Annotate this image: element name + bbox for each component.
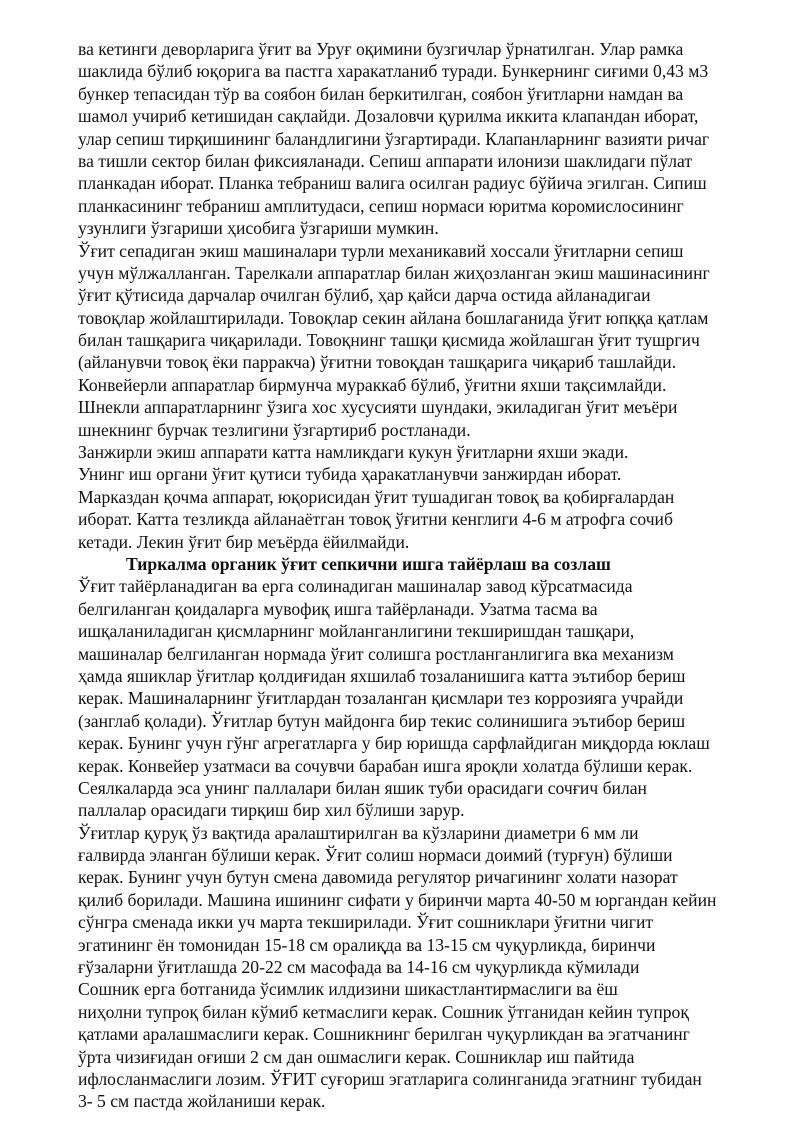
text-line: эгатининг ён томонидан 15-18 см оралиқда ва 13-15 см чуқурликда, биринчи bbox=[78, 934, 656, 955]
text-line: қатлами аралашмаслиги керак. Сошникнинг берилган чуқурликдан ва эгатчанинг bbox=[78, 1024, 690, 1045]
text-line: иборат. Катта тезликда айланаётган товоқ ўғитни кенглиги 4-6 м атрофга сочиб bbox=[78, 509, 673, 530]
text-line: Марказдан қочма аппарат, юқорисидан ўғит тушадиган товоқ ва қобирғалардан bbox=[78, 486, 675, 507]
text-line: ғалвирда эланган бўлиши керак. Ўғит солиш нормаси доимий (турғун) бўлиши bbox=[78, 845, 673, 866]
text-line: керак. Бунинг учун бутун смена давомида регулятор ричагининг холати назорат bbox=[78, 867, 678, 888]
text-line: шнекнинг бурчак тезлигини ўзгартириб ростланади. bbox=[78, 419, 471, 440]
text-line: планкасининг тебраниш амплитудаси, сепиш нормаси юритма коромислосининг bbox=[78, 195, 684, 216]
text-line: Занжирли экиш аппарати катта намликдаги кукун ўғитларни яхши экади. bbox=[78, 442, 629, 463]
text-line: 3- 5 см пастда жойланиши керак. bbox=[78, 1091, 326, 1112]
text-line: керак. Бунинг учун гўнг агрегатларга у бир юришда сарфлайдиган миқдорда юклаш bbox=[78, 733, 710, 754]
text-line: улар сепиш тирқишининг баландлигини ўзгартиради. Клапанларнинг вазияти ричаг bbox=[78, 128, 710, 149]
text-line: ўрта чизиғидан оғиши 2 см дан ошмаслиги керак. Сошниклар иш пайтида bbox=[78, 1046, 635, 1067]
text-line: Сошник ерга ботганида ўсимлик илдизини шикастлантирмаслиги ва ёш bbox=[78, 979, 618, 1000]
text-line: керак. Конвейер узатмаси ва сочувчи барабан ишга яроқли холатда бўлиши керак. bbox=[78, 755, 693, 776]
paragraph-block-2 bbox=[78, 575, 768, 1112]
text-line: (айланувчи товоқ ёки парракча) ўғитни товоқдан ташқарига чиқариб ташлайди. bbox=[78, 352, 677, 373]
text-line: сўнгра сменада икки уч марта текширилади. Ўғит сошниклари ўғитни чигит bbox=[78, 912, 654, 933]
text-line: планкадан иборат. Планка тебраниш валига осилган радиус бўйича эгилган. Сипиш bbox=[78, 173, 707, 194]
section-heading: Тиркалма органик ўғит сепкични ишга тайёрлаш ва созлаш bbox=[126, 553, 611, 574]
text-line: ҳамда яшиклар ўғитлар қолдиғидан яхшилаб тозаланишига катта эътибор бериш bbox=[78, 665, 686, 686]
text-line: Конвейерли аппаратлар бирмунча мураккаб бўлиб, ўғитни яхши тақсимлайди. bbox=[78, 374, 667, 395]
text-line: Сеялкаларда эса унинг паллалари билан яшик туби орасидаги сочғич билан bbox=[78, 777, 647, 798]
text-line: белгиланган қоидаларга мувофиқ ишга тайёрланади. Узатма тасма ва bbox=[78, 598, 598, 619]
text-line: машиналар белгиланган нормада ўғит солишга ростланганлигига вка механизм bbox=[78, 643, 674, 664]
text-line: ўғит қўтисида дарчалар очилган бўлиб, ҳар қайси дарча остида айланадигаи bbox=[78, 285, 651, 306]
text-line: бункер тепасидан тўр ва соябон билан беркитилган, соябон ўғитларни намдан ва bbox=[78, 83, 684, 104]
document-page bbox=[78, 38, 768, 1113]
text-line: билан ташқарига чиқарилади. Товоқнинг ташқи қисмида жойлашган ўғит тушргич bbox=[78, 330, 700, 351]
text-line: Унинг иш органи ўғит қутиси тубида ҳаракатланувчи занжирдан иборат. bbox=[78, 464, 622, 485]
text-line: ифлосланмаслиги лозим. ЎҒИТ суғориш эгатларига солинганида эгатнинг тубидан bbox=[78, 1068, 702, 1089]
text-line: товоқлар жойлаштирилади. Товоқлар секин айлана бошлаганида ўғит юпққа қатлам bbox=[78, 307, 709, 328]
text-line: ва кетинги деворларига ўғит ва Уруғ оқимини бузгичлар ўрнатилган. Улар рамка bbox=[78, 39, 684, 59]
text-line: қилиб борилади. Машина ишининг сифати у биринчи марта 40-50 м юргандан кейин bbox=[78, 889, 717, 910]
text-line: Ўғитлар қуруқ ўз вақтида аралаштирилган ва кўзларини диаметри 6 мм ли bbox=[78, 822, 639, 843]
text-line: ишқаланиладиган қисмларнинг мойланганлигини текширишдан ташқари, bbox=[78, 621, 635, 642]
paragraph-block-1 bbox=[78, 38, 768, 553]
text-line: кетади. Лекин ўғит бир меъёрда ёйилмайди. bbox=[78, 531, 410, 552]
text-line: ва тишли сектор билан фиксияланади. Сепиш аппарати илонизи шаклидаги пўлат bbox=[78, 150, 693, 171]
text-line: керак. Машиналарнинг ўғитлардан тозаланган қисмлари тез коррозияга учрайди bbox=[78, 688, 684, 709]
text-line: узунлиги ўзгариши ҳисобига ўзгариши мумкин. bbox=[78, 218, 439, 239]
text-line: шамол учириб кетишидан сақлайди. Дозаловчи қурилма иккита клапандан иборат, bbox=[78, 106, 699, 127]
text-line: паллалар орасидаги тирқиш бир хил бўлиши зарур. bbox=[78, 800, 465, 821]
text-line: шаклида бўлиб юқорига ва пастга харакатланиб туради. Бункернинг сиғими 0,43 м3 bbox=[78, 61, 709, 82]
text-line: Ўғит сепадиган экиш машиналари турли механикавий хоссали ўғитларни сепиш bbox=[78, 240, 684, 261]
text-line: учун мўлжалланган. Тарелкали аппаратлар билан жиҳозланган экиш машинасининг bbox=[78, 262, 710, 283]
text-line: Ўғит тайёрланадиган ва ерга солинадиган машиналар завод кўрсатмасида bbox=[78, 576, 633, 597]
text-line: ниҳолни тупроқ билан кўмиб кетмаслиги керак. Сошник ўтганидан кейин тупроқ bbox=[78, 1001, 689, 1022]
text-line: Шнекли аппаратларнинг ўзига хос хусусияти шундаки, экиладиган ўғит меъёри bbox=[78, 397, 678, 418]
text-line: (занглаб қолади). Ўғитлар бутун майдонга бир текис солинишига эътибор бериш bbox=[78, 710, 686, 731]
text-line: ғўзаларни ўғитлашда 20-22 см масофада ва 14-16 см чуқурликда кўмилади bbox=[78, 957, 640, 978]
